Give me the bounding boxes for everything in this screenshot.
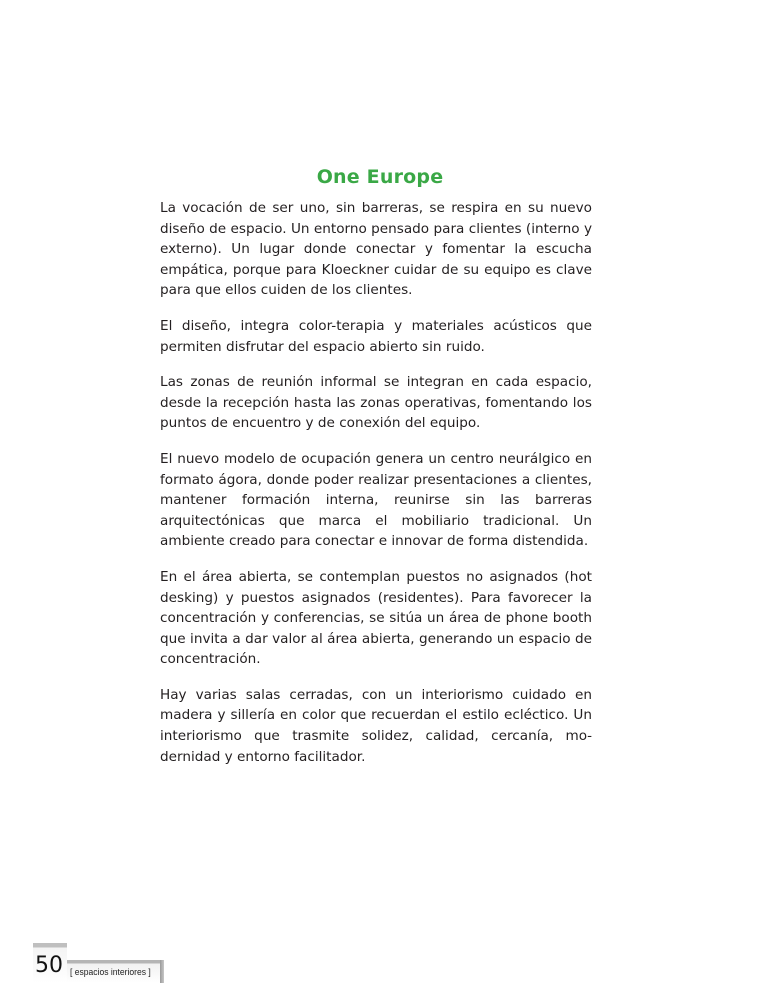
article-title: One Europe [316, 165, 444, 188]
paragraph: Hay varias salas cerradas, con un interiorismo cuidado en madera y sillería en color que recuerdan el estilo ecléctico. Un interiorismo que trasmite solidez, calidad, cercanía, modernidad y entorno facilitador. [160, 686, 592, 765]
page-footer [33, 943, 168, 983]
section-tab-shadow [160, 960, 164, 983]
article-body [160, 198, 592, 782]
section-label: [ espacios interiores ] [70, 967, 151, 978]
page-number: 50 [35, 953, 63, 978]
paragraph: Las zonas de reunión informal se integran en cada espacio, desde la recepción hasta las zonas operativas, fomentando los puntos de encuentro y de conexión del equipo. [160, 374, 592, 432]
paragraph: El nuevo modelo de ocupación genera un centro neurálgico en formato ágora, donde poder realizar presentaciones a clientes, mantener formación interna, reunirse sin las barreras arquitectónicas que marca el mobiliario tradicional. Un ambiente creado para conectar e innovar de forma distendida. [160, 450, 592, 550]
paragraph: En el área abierta, se contemplan puestos no asignados (hot desking) y puestos asignados (residentes). Para favorecer la concentración y conferencias, se sitúa un área de phone booth que invita a dar valor al área abierta, generando un espacio de concentración. [160, 568, 592, 668]
paragraph: El diseño, integra color-terapia y materiales acústicos que permiten disfrutar del espacio abierto sin ruido. [160, 317, 592, 355]
paragraph: La vocación de ser uno, sin barreras, se respira en su nuevo diseño de espacio. Un entorno pensado para clientes (interno y externo). Un lugar donde conectar y fomentar la escucha empática, porque para Kloeckner cuidar de su equipo es clave para que ellos cuiden de los clientes. [160, 200, 592, 299]
